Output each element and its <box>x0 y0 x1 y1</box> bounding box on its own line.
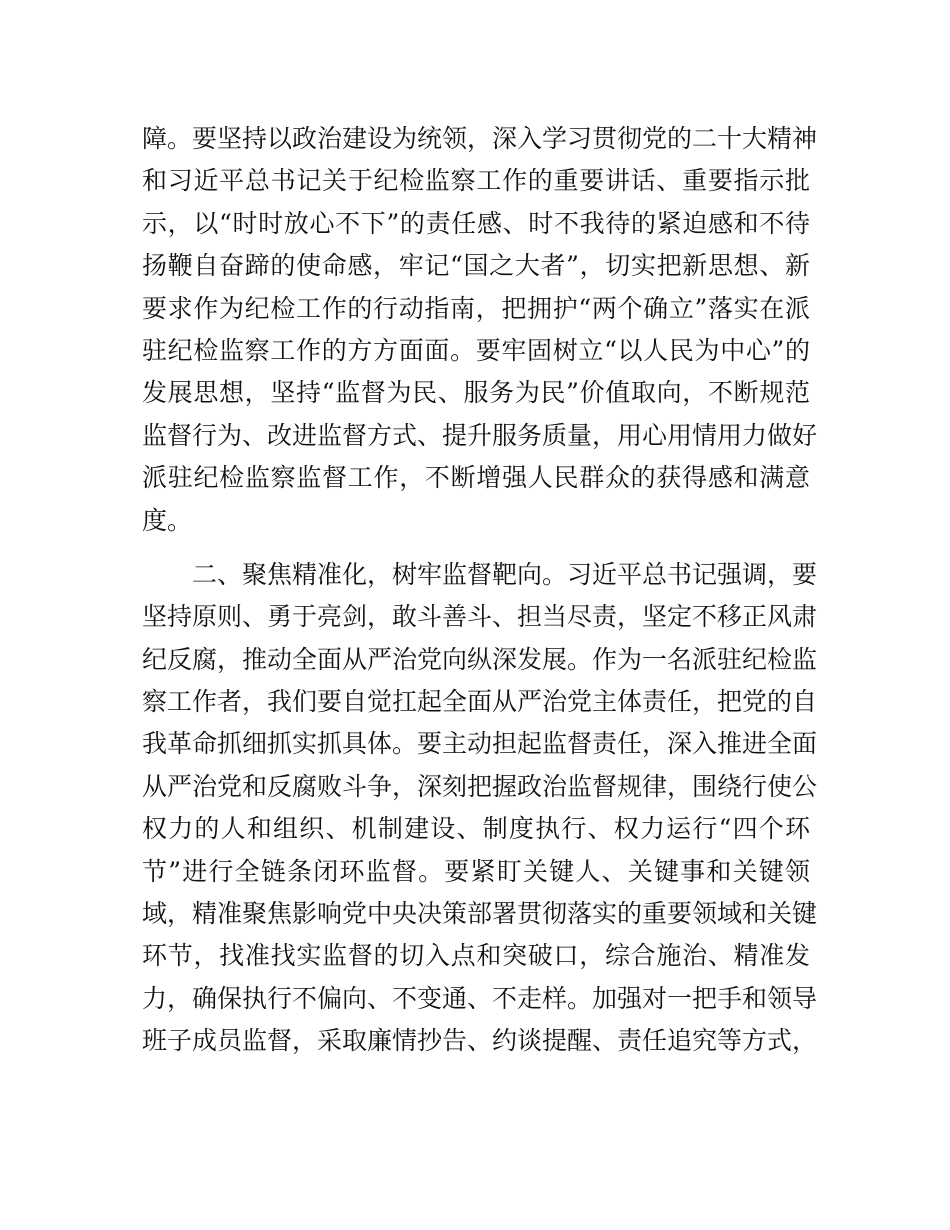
paragraph-line: 监督行为、改进监督方式、提升服务质量，用心用情用力做好 <box>142 420 818 450</box>
paragraph-line: 要求作为纪检工作的行动指南，把拥护“两个确立”落实在派 <box>142 293 810 323</box>
paragraph-line: 驻纪检监察工作的方方面面。要牢固树立“以人民为中心”的 <box>142 335 810 365</box>
paragraph-line: 派驻纪检监察监督工作，不断增强人民群众的获得感和满意 <box>142 463 810 493</box>
paragraph-line: 域，精准聚焦影响党中央决策部署贯彻落实的重要领域和关键 <box>142 899 818 929</box>
paragraph-1 <box>142 118 818 542</box>
paragraph-line: 纪反腐，推动全面从严治党向纵深发展。作为一名派驻纪检监 <box>142 644 818 674</box>
paragraph-line: 坚持原则、勇于亮剑，敢斗善斗、担当尽责，坚定不移正风肃 <box>142 602 818 632</box>
paragraph-line: 从严治党和反腐败斗争，深刻把握政治监督规律，围绕行使公 <box>142 771 818 801</box>
paragraph-line: 扬鞭自奋蹄的使命感，牢记“国之大者”，切实把新思想、新 <box>142 251 810 281</box>
paragraph-line: 力，确保执行不偏向、不变通、不走样。加强对一把手和领导 <box>142 983 818 1013</box>
paragraph-line: 权力的人和组织、机制建设、制度执行、权力运行“四个环 <box>142 814 810 844</box>
paragraph-line: 示，以“时时放心不下”的责任感、时不我待的紧迫感和不待 <box>142 208 810 238</box>
paragraph-line: 二、聚焦精准化，树牢监督靶向。习近平总书记强调，要 <box>142 559 818 589</box>
paragraph-line: 度。 <box>142 505 193 535</box>
document-body <box>142 118 818 1063</box>
paragraph-line: 和习近平总书记关于纪检监察工作的重要讲话、重要指示批 <box>142 166 810 196</box>
paragraph-line: 节”进行全链条闭环监督。要紧盯关键人、关键事和关键领 <box>142 856 810 886</box>
paragraph-line: 班子成员监督，采取廉情抄告、约谈提醒、责任追究等方式， <box>142 1026 818 1056</box>
paragraph-gap <box>142 542 810 554</box>
paragraph-line: 障。要坚持以政治建设为统领，深入学习贯彻党的二十大精神 <box>142 124 818 153</box>
paragraph-line: 察工作者，我们要自觉扛起全面从严治党主体责任，把党的自 <box>142 687 818 717</box>
paragraph-line: 环节，找准找实监督的切入点和突破口，综合施治、精准发 <box>142 941 810 971</box>
paragraph-line: 我革命抓细抓实抓具体。要主动担起监督责任，深入推进全面 <box>142 729 818 759</box>
paragraph-line: 发展思想，坚持“监督为民、服务为民”价值取向，不断规范 <box>142 378 810 408</box>
paragraph-2 <box>142 554 818 1063</box>
